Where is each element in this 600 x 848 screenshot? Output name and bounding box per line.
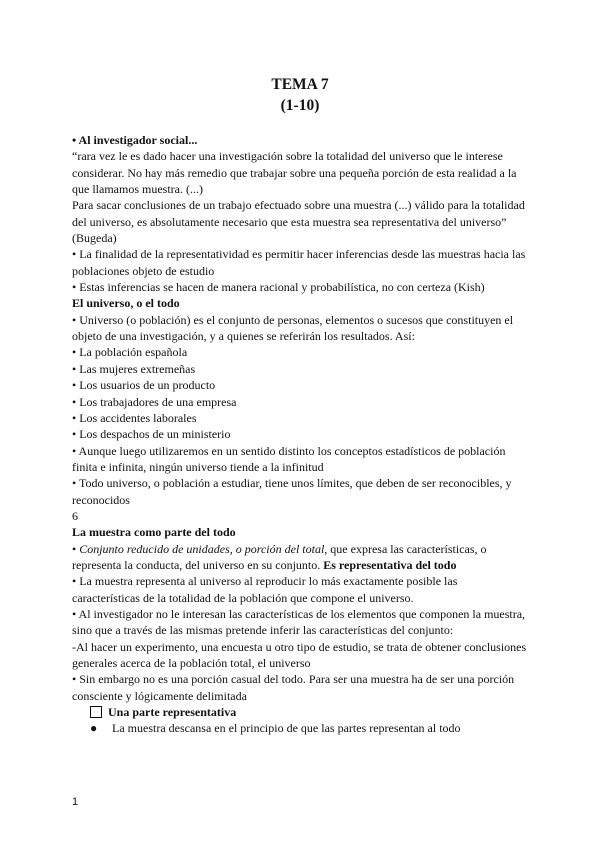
checkbox-icon: [90, 706, 102, 718]
section-heading-muestra: La muestra como parte del todo: [72, 525, 236, 540]
bullet-investigador-interes: • Al investigador no le interesan las características de los elementos que componen la muestra, sino que a través de las mismas pretende inferir las características del conjunto:: [72, 606, 526, 638]
definition-text: , que expresa las características, o representa la conducta, del universo en su conjunto.: [72, 541, 487, 572]
dash-item-experimento: -Al hacer un experimento, una encuesta u otro tipo de estudio, se trata de obtener conclusiones generales acerca de la población total, el universo: [72, 639, 527, 670]
bullet-representatividad: • La finalidad de la representatividad es permitir hacer inferencias desde las muestras hacia las poblaciones objeto de estudio: [72, 247, 526, 278]
list-item: • Las mujeres extremeñas: [72, 361, 196, 376]
section-heading-investigador: • Al investigador social...: [72, 133, 198, 147]
bullet-inferencias: • Estas inferencias se hacen de manera racional y probabilística, no con certeza (Kish): [72, 280, 485, 295]
page-title: TEMA 7: [271, 76, 329, 93]
list-item: • La población española: [72, 345, 188, 360]
list-item: • Los trabajadores de una empresa: [72, 394, 237, 409]
definition-italic: Conjunto reducido de unidades, o porción del total: [79, 541, 325, 556]
document-body: [72, 132, 528, 737]
bullet-universo-definicion: • Universo (o población) es el conjunto de personas, elementos o sucesos que constituyen el objeto de una investigación, y a quienes se referirán los resultados. Así:: [72, 312, 514, 344]
checklist-item: [72, 704, 528, 720]
bullet-muestra-representa: • La muestra representa al universo al reproducir lo más exactamente posible las características de la totalidad de la población que compone el universo.: [72, 574, 458, 605]
bullet-list-item: [72, 720, 528, 736]
list-item: • Los despachos de un ministerio: [72, 427, 231, 442]
bullet-porcion-casual: • Sin embargo no es una porción casual del todo. Para ser una muestra ha de ser una porción consciente y lógicamente delimitada: [72, 672, 515, 703]
quote-paragraph-2: Para sacar conclusiones de un trabajo efectuado sobre una muestra (...) válido para la totalidad del universo, es absolutamente necesario que esta muestra sea representativa del universo” (Bugeda): [72, 198, 525, 246]
stray-number: 6: [72, 508, 78, 523]
list-item: • Los usuarios de un producto: [72, 378, 216, 393]
page-number: 1: [72, 796, 79, 808]
bullet-marker: •: [72, 541, 80, 556]
definition-bold: Es representativa del todo: [323, 557, 457, 572]
page-subtitle: (1-10): [280, 97, 320, 114]
quote-paragraph-1: “rara vez le es dado hacer una investigación sobre la totalidad del universo que le interese considerar. No hay más remedio que trabajar sobre una pequeña porción de esta realidad a la que llamamos muestra. (...): [72, 149, 517, 197]
bullet-finita-infinita: • Aunque luego utilizaremos en un sentido distinto los conceptos estadísticos de población finita e infinita, ningún universo tiende a la infinitud: [72, 443, 506, 474]
bullet-list-item-text: La muestra descansa en el principio de que las partes representan al todo: [112, 721, 461, 736]
checklist-item-label: Una parte representativa: [108, 705, 237, 720]
bullet-dot-icon: ●: [90, 721, 98, 736]
list-item: • Los accidentes laborales: [72, 410, 197, 425]
bullet-limites: • Todo universo, o población a estudiar, tiene unos límites, que deben de ser reconocibles, y reconocidos: [72, 476, 512, 507]
bullet-muestra-definicion: [72, 541, 528, 574]
section-heading-universo: El universo, o el todo: [72, 296, 180, 311]
